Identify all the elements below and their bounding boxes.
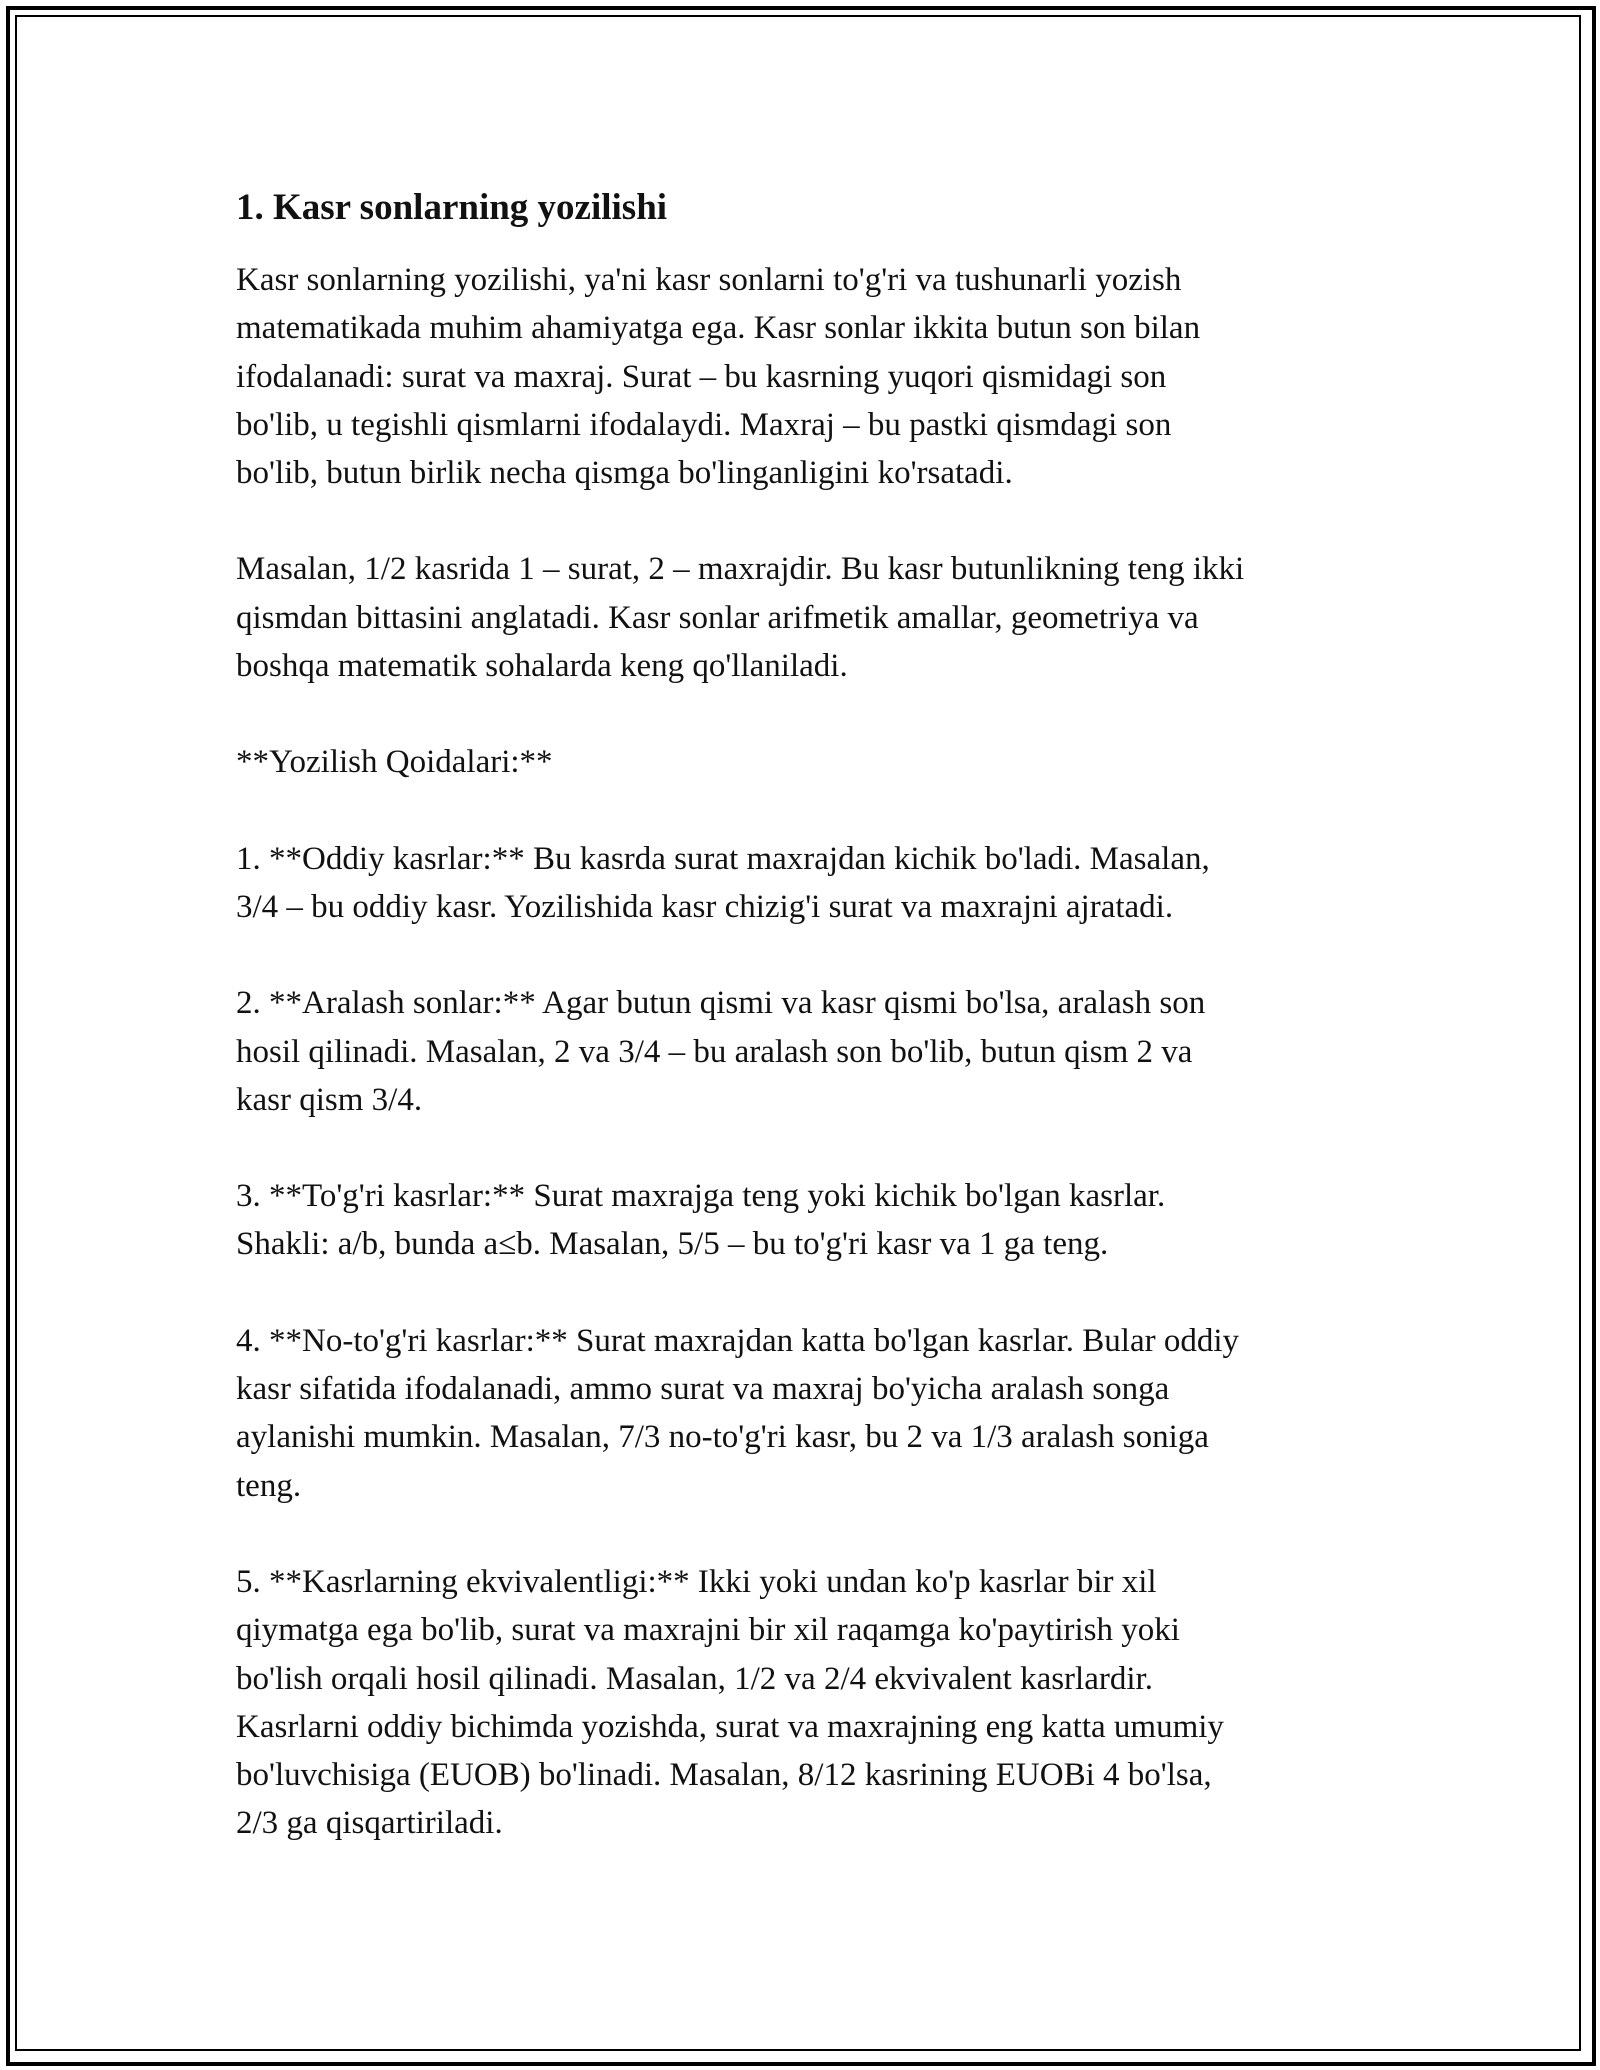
rule-item-1: 1. **Oddiy kasrlar:** Bu kasrda surat maxrajdan kichik bo'ladi. Masalan, 3/4 – bu oddiy kasr. Yozilishida kasr chizig'i surat va maxrajni ajratadi. [236,840,1210,925]
example-paragraph: Masalan, 1/2 kasrida 1 – surat, 2 – maxrajdir. Bu kasr butunlikning teng ikki qismdan bittasini anglatadi. Kasr sonlar arifmetik amallar, geometriya va boshqa matematik sohalarda keng qo'llaniladi. [236,551,1245,685]
intro-paragraph: Kasr sonlarning yozilishi, ya'ni kasr sonlarni to'g'ri va tushunarli yozish matematikada muhim ahamiyatga ega. Kasr sonlar ikkita butun son bilan ifodalanadi: surat va maxraj. Surat – bu kasrning yuqori qismidagi son bo'lib, u tegishli qismlarni ifodalaydi. Maxraj – bu pastki qismdagi son bo'lib, butun birlik necha qismga bo'linganligini ko'rsatadi. [236,262,1201,492]
section-title: 1. Kasr sonlarning yozilishi [236,187,668,228]
rule-item-5: 5. **Kasrlarning ekvivalentligi:** Ikki yoki undan ko'p kasrlar bir xil qiymatga ega bo'lib, surat va maxrajni bir xil raqamga ko'paytirish yoki bo'lish orqali hosil qilinadi. Masalan, 1/2 va 2/4 ekvivalent kasrlardir. Kasrlarni oddiy bichimda yozishda, surat va maxrajning eng katta umumiy bo'luvchisiga (EUOB) bo'linadi. Masalan, 8/12 kasrining EUOBi 4 bo'lsa, 2/3 ga qisqartiriladi. [236,1563,1224,1842]
rule-item-3: 3. **To'g'ri kasrlar:** Surat maxrajga teng yoki kichik bo'lgan kasrlar. Shakli: a/b, bunda a≤b. Masalan, 5/5 – bu to'g'ri kasr va 1 ga teng. [236,1178,1166,1263]
rules-heading: **Yozilish Qoidalari:** [236,744,553,781]
rule-item-4: 4. **No-to'g'ri kasrlar:** Surat maxrajdan katta bo'lgan kasrlar. Bular oddiy kasr sifatida ifodalanadi, ammo surat va maxraj bo'yicha aralash songa aylanishi mumkin. Masalan, 7/3 no-to'g'ri kasr, bu 2 va 1/3 aralash soniga teng. [236,1322,1240,1504]
rule-item-2: 2. **Aralash sonlar:** Agar butun qismi va kasr qismi bo'lsa, aralash son hosil qilinadi. Masalan, 2 va 3/4 – bu aralash son bo'lib, butun qism 2 va kasr qism 3/4. [236,985,1206,1118]
document-body [236,186,1376,1896]
